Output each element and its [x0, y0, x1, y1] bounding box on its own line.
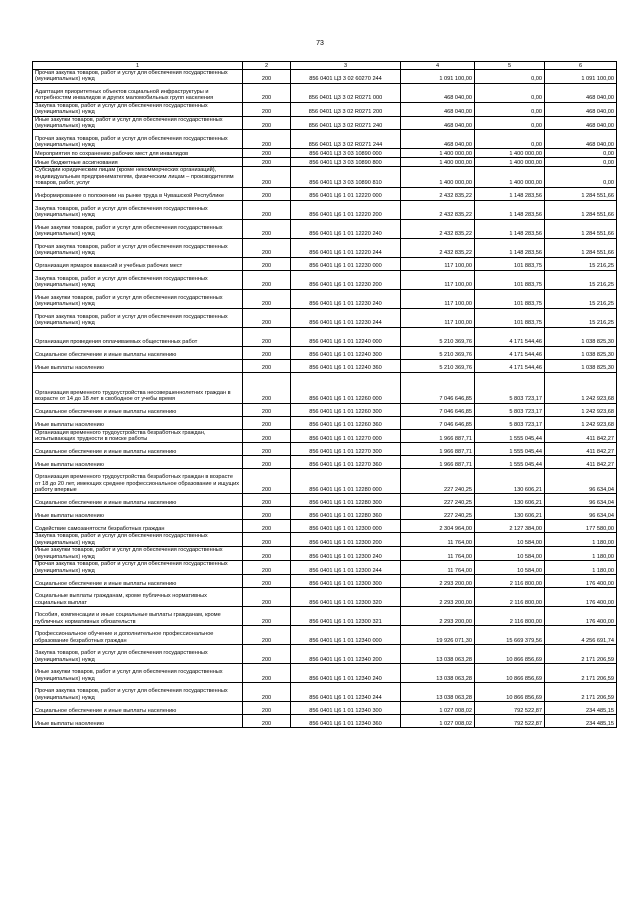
row-name-cell: Адаптация приоритетных объектов социальной инфраструктуры и потребностям инвалидов и других маломобильных групп населения [33, 83, 243, 102]
row-name-cell: Социальное обеспечение и иные выплаты населению [33, 443, 243, 456]
row-col5-cell: 10 584,00 [475, 533, 545, 547]
row-name-cell: Социальное обеспечение и иные выплаты населению [33, 701, 243, 714]
table-row [33, 158, 617, 167]
row-col2-cell: 200 [243, 346, 291, 359]
table-row [33, 257, 617, 270]
table-row [33, 625, 617, 644]
row-col6-cell: 411 842,27 [545, 443, 617, 456]
row-col6-cell: 1 038 825,30 [545, 327, 617, 346]
row-col6-cell: 234 485,15 [545, 714, 617, 727]
row-col6-cell: 4 256 691,74 [545, 625, 617, 644]
row-col4-cell: 13 038 063,28 [401, 682, 475, 701]
row-name-cell: Социальное обеспечение и иные выплаты населению [33, 403, 243, 416]
row-code-cell: 856 0401 Ц6 1 01 12270 300 [291, 443, 401, 456]
row-code-cell: 856 0401 Ц6 1 01 12300 321 [291, 606, 401, 625]
row-code-cell: 856 0401 Ц6 1 01 12280 000 [291, 469, 401, 494]
row-name-cell: Иные бюджетные ассигнования [33, 158, 243, 167]
table-row [33, 682, 617, 701]
table-row [33, 70, 617, 84]
table-row [33, 116, 617, 130]
table-row [33, 587, 617, 606]
row-col2-cell: 200 [243, 520, 291, 533]
row-code-cell: 856 0401 Ц6 1 01 12340 244 [291, 682, 401, 701]
row-col2-cell: 200 [243, 130, 291, 149]
row-code-cell: 856 0401 Ц3 3 03 10890 000 [291, 149, 401, 158]
row-col6-cell: 234 485,15 [545, 701, 617, 714]
row-col4-cell: 19 926 071,30 [401, 625, 475, 644]
row-col2-cell: 200 [243, 158, 291, 167]
row-name-cell: Профессиональное обучение и дополнительное профессиональное образование безработных граждан [33, 625, 243, 644]
table-row [33, 167, 617, 187]
row-col4-cell: 2 432 835,22 [401, 238, 475, 257]
row-col4-cell: 117 100,00 [401, 308, 475, 327]
row-col4-cell: 11 764,00 [401, 533, 475, 547]
row-col4-cell: 117 100,00 [401, 270, 475, 289]
row-col2-cell: 200 [243, 289, 291, 308]
row-code-cell: 856 0401 Ц6 1 01 12340 200 [291, 644, 401, 663]
row-col4-cell: 2 304 964,00 [401, 520, 475, 533]
row-col5-cell: 1 555 045,44 [475, 443, 545, 456]
row-col5-cell: 101 883,75 [475, 289, 545, 308]
row-name-cell: Прочая закупка товаров, работ и услуг для обеспечения государственных (муниципальных) нужд [33, 308, 243, 327]
row-name-cell: Иные выплаты населению [33, 507, 243, 520]
row-name-cell: Иные выплаты населению [33, 416, 243, 429]
column-number-6: 6 [545, 62, 617, 70]
row-col5-cell: 2 116 800,00 [475, 606, 545, 625]
table-row [33, 372, 617, 403]
row-col5-cell: 1 555 045,44 [475, 456, 545, 469]
row-code-cell: 856 0401 Ц6 1 01 12340 300 [291, 701, 401, 714]
row-code-cell: 856 0401 Ц6 1 01 12240 300 [291, 346, 401, 359]
table-row [33, 200, 617, 219]
row-code-cell: 856 0401 Ц6 1 01 12270 000 [291, 429, 401, 443]
column-number-1: 1 [33, 62, 243, 70]
row-name-cell: Организация ярмарок вакансий и учебных рабочих мест [33, 257, 243, 270]
row-name-cell: Иные закупки товаров, работ и услуг для обеспечения государственных (муниципальных) нужд [33, 219, 243, 238]
row-col6-cell: 1 180,00 [545, 547, 617, 561]
row-code-cell: 856 0401 Ц3 3 02 R0271 240 [291, 116, 401, 130]
row-col2-cell: 200 [243, 359, 291, 372]
row-col2-cell: 200 [243, 561, 291, 575]
table-row [33, 270, 617, 289]
row-col4-cell: 1 966 887,71 [401, 456, 475, 469]
row-col4-cell: 2 293 200,00 [401, 574, 475, 587]
row-col4-cell: 468 040,00 [401, 130, 475, 149]
table-row [33, 456, 617, 469]
row-col6-cell: 15 216,25 [545, 270, 617, 289]
row-col6-cell: 1 038 825,30 [545, 359, 617, 372]
row-col5-cell: 0,00 [475, 130, 545, 149]
row-name-cell: Прочая закупка товаров, работ и услуг для обеспечения государственных (муниципальных) нужд [33, 70, 243, 84]
table-row [33, 308, 617, 327]
row-col5-cell: 5 803 723,17 [475, 416, 545, 429]
row-col5-cell: 10 866 856,69 [475, 663, 545, 682]
row-col2-cell: 200 [243, 469, 291, 494]
column-number-row [33, 62, 617, 70]
row-name-cell: Прочая закупка товаров, работ и услуг для обеспечения государственных (муниципальных) нужд [33, 130, 243, 149]
row-code-cell: 856 0401 Ц6 1 01 12280 300 [291, 494, 401, 507]
table-row [33, 574, 617, 587]
row-col6-cell: 1 284 551,66 [545, 187, 617, 200]
row-name-cell: Социальные выплаты гражданам, кроме публичных нормативных социальных выплат [33, 587, 243, 606]
row-col5-cell: 101 883,75 [475, 257, 545, 270]
row-col6-cell: 468 040,00 [545, 102, 617, 116]
row-code-cell: 856 0401 Ц6 1 01 12300 244 [291, 561, 401, 575]
row-col6-cell: 411 842,27 [545, 456, 617, 469]
row-name-cell: Прочая закупка товаров, работ и услуг для обеспечения государственных (муниципальных) нужд [33, 238, 243, 257]
row-col4-cell: 1 966 887,71 [401, 443, 475, 456]
column-number-5: 5 [475, 62, 545, 70]
row-name-cell: Организация временного трудоустройства несовершеннолетних граждан в возрасте от 14 до 18 лет в свободное от учебы время [33, 372, 243, 403]
row-col5-cell: 1 148 283,56 [475, 219, 545, 238]
row-col4-cell: 1 400 000,00 [401, 149, 475, 158]
row-col4-cell: 7 046 646,85 [401, 403, 475, 416]
row-col6-cell: 468 040,00 [545, 83, 617, 102]
row-col2-cell: 200 [243, 663, 291, 682]
row-col5-cell: 1 148 283,56 [475, 200, 545, 219]
row-col5-cell: 10 584,00 [475, 561, 545, 575]
row-col5-cell: 101 883,75 [475, 270, 545, 289]
row-code-cell: 856 0401 Ц3 3 02 R0271 000 [291, 83, 401, 102]
row-col2-cell: 200 [243, 701, 291, 714]
row-name-cell: Прочая закупка товаров, работ и услуг для обеспечения государственных (муниципальных) нужд [33, 682, 243, 701]
row-col5-cell: 130 606,21 [475, 494, 545, 507]
row-col6-cell: 2 171 206,59 [545, 682, 617, 701]
row-col5-cell: 5 803 723,17 [475, 403, 545, 416]
row-name-cell: Прочая закупка товаров, работ и услуг для обеспечения государственных (муниципальных) нужд [33, 561, 243, 575]
row-col2-cell: 200 [243, 494, 291, 507]
row-code-cell: 856 0401 Ц3 3 03 10890 810 [291, 167, 401, 187]
table-row [33, 663, 617, 682]
row-code-cell: 856 0401 Ц6 1 01 12300 320 [291, 587, 401, 606]
row-col6-cell: 96 634,04 [545, 494, 617, 507]
row-col6-cell: 1 038 825,30 [545, 346, 617, 359]
row-name-cell: Закупка товаров, работ и услуг для обеспечения государственных (муниципальных) нужд [33, 644, 243, 663]
table-row [33, 714, 617, 727]
row-col5-cell: 10 584,00 [475, 547, 545, 561]
row-code-cell: 856 0401 Ц3 3 02 60270 244 [291, 70, 401, 84]
column-number-4: 4 [401, 62, 475, 70]
row-code-cell: 856 0401 Ц6 1 01 12220 000 [291, 187, 401, 200]
page-number: 73 [316, 40, 324, 47]
row-col4-cell: 1 027 008,02 [401, 714, 475, 727]
row-name-cell: Иные закупки товаров, работ и услуг для обеспечения государственных (муниципальных) нужд [33, 663, 243, 682]
row-name-cell: Социальное обеспечение и иные выплаты населению [33, 494, 243, 507]
row-name-cell: Закупка товаров, работ и услуг для обеспечения государственных (муниципальных) нужд [33, 200, 243, 219]
row-name-cell: Организация проведения оплачиваемых общественных работ [33, 327, 243, 346]
table-row [33, 606, 617, 625]
row-code-cell: 856 0401 Ц6 1 01 12340 000 [291, 625, 401, 644]
table-row [33, 416, 617, 429]
row-col4-cell: 7 046 646,85 [401, 416, 475, 429]
table-row [33, 494, 617, 507]
row-code-cell: 856 0401 Ц6 1 01 12270 360 [291, 456, 401, 469]
row-col4-cell: 1 966 887,71 [401, 429, 475, 443]
row-col6-cell: 1 180,00 [545, 533, 617, 547]
table-row [33, 346, 617, 359]
table-row [33, 130, 617, 149]
table-row [33, 561, 617, 575]
row-col5-cell: 0,00 [475, 102, 545, 116]
row-code-cell: 856 0401 Ц6 1 01 12300 000 [291, 520, 401, 533]
table-row [33, 187, 617, 200]
row-code-cell: 856 0401 Ц6 1 01 12230 000 [291, 257, 401, 270]
row-col4-cell: 227 240,25 [401, 494, 475, 507]
table-row [33, 149, 617, 158]
budget-table [32, 61, 617, 728]
row-col6-cell: 15 216,25 [545, 257, 617, 270]
row-col5-cell: 4 171 544,46 [475, 359, 545, 372]
table-row [33, 219, 617, 238]
table-row [33, 83, 617, 102]
row-col4-cell: 7 046 646,85 [401, 372, 475, 403]
table-row [33, 238, 617, 257]
row-col4-cell: 2 293 200,00 [401, 606, 475, 625]
row-code-cell: 856 0401 Ц6 1 01 12260 300 [291, 403, 401, 416]
row-col4-cell: 468 040,00 [401, 116, 475, 130]
row-col5-cell: 5 803 723,17 [475, 372, 545, 403]
row-col2-cell: 200 [243, 587, 291, 606]
row-col2-cell: 200 [243, 507, 291, 520]
row-col2-cell: 200 [243, 327, 291, 346]
table-row [33, 469, 617, 494]
row-col5-cell: 792 522,87 [475, 714, 545, 727]
row-col2-cell: 200 [243, 257, 291, 270]
row-code-cell: 856 0401 Ц6 1 01 12280 360 [291, 507, 401, 520]
row-col2-cell: 200 [243, 625, 291, 644]
row-col4-cell: 1 400 000,00 [401, 167, 475, 187]
table-row [33, 429, 617, 443]
row-name-cell: Иные выплаты населению [33, 714, 243, 727]
row-code-cell: 856 0401 Ц6 1 01 12340 240 [291, 663, 401, 682]
row-code-cell: 856 0401 Ц6 1 01 12240 360 [291, 359, 401, 372]
row-col4-cell: 1 400 000,00 [401, 158, 475, 167]
row-col2-cell: 200 [243, 219, 291, 238]
row-col6-cell: 0,00 [545, 149, 617, 158]
row-col4-cell: 13 038 063,28 [401, 663, 475, 682]
column-number-3: 3 [291, 62, 401, 70]
row-col2-cell: 200 [243, 443, 291, 456]
row-code-cell: 856 0401 Ц6 1 01 12230 200 [291, 270, 401, 289]
row-col6-cell: 1 091 100,00 [545, 70, 617, 84]
row-col5-cell: 10 866 856,69 [475, 682, 545, 701]
row-col6-cell: 15 216,25 [545, 289, 617, 308]
row-col5-cell: 792 522,87 [475, 701, 545, 714]
row-col5-cell: 0,00 [475, 83, 545, 102]
row-col5-cell: 1 400 000,00 [475, 158, 545, 167]
row-col6-cell: 96 634,04 [545, 507, 617, 520]
row-col5-cell: 4 171 544,46 [475, 327, 545, 346]
row-name-cell: Иные выплаты населению [33, 456, 243, 469]
row-col6-cell: 468 040,00 [545, 116, 617, 130]
row-name-cell: Иные выплаты населению [33, 359, 243, 372]
row-code-cell: 856 0401 Ц6 1 01 12260 360 [291, 416, 401, 429]
row-col6-cell: 176 400,00 [545, 574, 617, 587]
row-name-cell: Субсидии юридическим лицам (кроме некоммерческих организаций), индивидуальным предпринимателям, физическим лицам – производителям товаров, работ, услуг [33, 167, 243, 187]
row-col6-cell: 2 171 206,59 [545, 644, 617, 663]
row-col5-cell: 2 116 800,00 [475, 574, 545, 587]
row-col4-cell: 11 764,00 [401, 561, 475, 575]
table-row [33, 533, 617, 547]
row-code-cell: 856 0401 Ц6 1 01 12240 000 [291, 327, 401, 346]
row-col5-cell: 4 171 544,46 [475, 346, 545, 359]
row-code-cell: 856 0401 Ц6 1 01 12230 240 [291, 289, 401, 308]
row-col5-cell: 130 606,21 [475, 507, 545, 520]
table-row [33, 547, 617, 561]
row-col6-cell: 468 040,00 [545, 130, 617, 149]
column-number-2: 2 [243, 62, 291, 70]
row-col4-cell: 2 432 835,22 [401, 187, 475, 200]
row-col2-cell: 200 [243, 547, 291, 561]
row-col6-cell: 1 284 551,66 [545, 200, 617, 219]
row-col4-cell: 227 240,25 [401, 469, 475, 494]
row-col6-cell: 1 242 923,68 [545, 403, 617, 416]
row-col2-cell: 200 [243, 83, 291, 102]
row-code-cell: 856 0401 Ц6 1 01 12300 240 [291, 547, 401, 561]
row-code-cell: 856 0401 Ц6 1 01 12230 244 [291, 308, 401, 327]
row-name-cell: Мероприятия по сохранению рабочих мест для инвалидов [33, 149, 243, 158]
row-col2-cell: 200 [243, 403, 291, 416]
table-row [33, 520, 617, 533]
row-name-cell: Пособия, компенсации и иные социальные выплаты гражданам, кроме публичных нормативных обязательств [33, 606, 243, 625]
row-col6-cell: 0,00 [545, 158, 617, 167]
row-col6-cell: 0,00 [545, 167, 617, 187]
row-col2-cell: 200 [243, 149, 291, 158]
row-col4-cell: 117 100,00 [401, 257, 475, 270]
row-col4-cell: 468 040,00 [401, 102, 475, 116]
row-col2-cell: 200 [243, 456, 291, 469]
row-name-cell: Содействие самозанятости безработных граждан [33, 520, 243, 533]
row-col2-cell: 200 [243, 533, 291, 547]
row-col2-cell: 200 [243, 270, 291, 289]
row-col5-cell: 2 127 384,00 [475, 520, 545, 533]
table-row [33, 102, 617, 116]
row-col2-cell: 200 [243, 574, 291, 587]
row-name-cell: Закупка товаров, работ и услуг для обеспечения государственных (муниципальных) нужд [33, 533, 243, 547]
row-col4-cell: 5 210 369,76 [401, 359, 475, 372]
row-col6-cell: 1 242 923,68 [545, 372, 617, 403]
row-col4-cell: 117 100,00 [401, 289, 475, 308]
row-code-cell: 856 0401 Ц3 3 02 R0271 200 [291, 102, 401, 116]
row-col4-cell: 5 210 369,76 [401, 346, 475, 359]
row-col2-cell: 200 [243, 372, 291, 403]
row-col2-cell: 200 [243, 644, 291, 663]
row-code-cell: 856 0401 Ц3 3 03 10890 800 [291, 158, 401, 167]
row-code-cell: 856 0401 Ц6 1 01 12220 240 [291, 219, 401, 238]
row-col5-cell: 2 116 800,00 [475, 587, 545, 606]
row-col2-cell: 200 [243, 606, 291, 625]
table-row [33, 327, 617, 346]
row-col6-cell: 1 180,00 [545, 561, 617, 575]
row-name-cell: Закупка товаров, работ и услуг для обеспечения государственных (муниципальных) нужд [33, 102, 243, 116]
row-col4-cell: 2 432 835,22 [401, 219, 475, 238]
row-col4-cell: 11 764,00 [401, 547, 475, 561]
row-col2-cell: 200 [243, 714, 291, 727]
row-name-cell: Иные закупки товаров, работ и услуг для обеспечения государственных (муниципальных) нужд [33, 289, 243, 308]
row-col2-cell: 200 [243, 116, 291, 130]
row-col5-cell: 1 400 000,00 [475, 167, 545, 187]
row-col2-cell: 200 [243, 238, 291, 257]
row-code-cell: 856 0401 Ц6 1 01 12260 000 [291, 372, 401, 403]
table-row [33, 359, 617, 372]
row-code-cell: 856 0401 Ц6 1 01 12220 244 [291, 238, 401, 257]
row-col2-cell: 200 [243, 416, 291, 429]
row-col2-cell: 200 [243, 102, 291, 116]
row-col5-cell: 1 400 000,00 [475, 149, 545, 158]
row-code-cell: 856 0401 Ц6 1 01 12300 200 [291, 533, 401, 547]
table-row [33, 403, 617, 416]
row-col4-cell: 1 091 100,00 [401, 70, 475, 84]
row-col5-cell: 130 606,21 [475, 469, 545, 494]
row-col4-cell: 468 040,00 [401, 83, 475, 102]
table-row [33, 507, 617, 520]
row-name-cell: Организация временного трудоустройства безработных граждан, испытывающих трудности в поиске работы [33, 429, 243, 443]
row-col4-cell: 5 210 369,76 [401, 327, 475, 346]
row-col2-cell: 200 [243, 682, 291, 701]
row-col2-cell: 200 [243, 167, 291, 187]
row-code-cell: 856 0401 Ц6 1 01 12220 200 [291, 200, 401, 219]
row-col5-cell: 1 555 045,44 [475, 429, 545, 443]
row-col6-cell: 1 284 551,66 [545, 219, 617, 238]
row-col4-cell: 2 293 200,00 [401, 587, 475, 606]
row-col4-cell: 2 432 835,22 [401, 200, 475, 219]
row-col4-cell: 13 038 063,28 [401, 644, 475, 663]
row-col5-cell: 15 669 379,56 [475, 625, 545, 644]
row-name-cell: Закупка товаров, работ и услуг для обеспечения государственных (муниципальных) нужд [33, 270, 243, 289]
row-name-cell: Организация временного трудоустройства безработных граждан в возрасте от 18 до 20 лет, имеющих среднее профессиональное образование и ищущих работу впервые [33, 469, 243, 494]
row-col4-cell: 1 027 008,02 [401, 701, 475, 714]
row-col2-cell: 200 [243, 70, 291, 84]
row-col5-cell: 0,00 [475, 70, 545, 84]
row-col5-cell: 1 148 283,56 [475, 238, 545, 257]
row-col5-cell: 10 866 856,69 [475, 644, 545, 663]
row-col6-cell: 176 400,00 [545, 587, 617, 606]
row-col2-cell: 200 [243, 308, 291, 327]
row-code-cell: 856 0401 Ц3 3 02 R0271 244 [291, 130, 401, 149]
row-col2-cell: 200 [243, 200, 291, 219]
row-col6-cell: 411 842,27 [545, 429, 617, 443]
row-col6-cell: 15 216,25 [545, 308, 617, 327]
row-col6-cell: 1 242 923,68 [545, 416, 617, 429]
row-code-cell: 856 0401 Ц6 1 01 12340 360 [291, 714, 401, 727]
table-row [33, 443, 617, 456]
row-col5-cell: 0,00 [475, 116, 545, 130]
row-col6-cell: 176 400,00 [545, 606, 617, 625]
row-name-cell: Иные закупки товаров, работ и услуг для обеспечения государственных (муниципальных) нужд [33, 116, 243, 130]
row-col6-cell: 1 284 551,66 [545, 238, 617, 257]
table-row [33, 644, 617, 663]
row-name-cell: Социальное обеспечение и иные выплаты населению [33, 574, 243, 587]
row-name-cell: Иные закупки товаров, работ и услуг для обеспечения государственных (муниципальных) нужд [33, 547, 243, 561]
table-row [33, 701, 617, 714]
row-col6-cell: 2 171 206,59 [545, 663, 617, 682]
row-name-cell: Социальное обеспечение и иные выплаты населению [33, 346, 243, 359]
row-code-cell: 856 0401 Ц6 1 01 12300 300 [291, 574, 401, 587]
row-col6-cell: 177 580,00 [545, 520, 617, 533]
row-name-cell: Информирование о положении на рынке труда в Чувашской Республике [33, 187, 243, 200]
row-col6-cell: 96 634,04 [545, 469, 617, 494]
row-col5-cell: 101 883,75 [475, 308, 545, 327]
row-col2-cell: 200 [243, 187, 291, 200]
row-col5-cell: 1 148 283,56 [475, 187, 545, 200]
table-row [33, 289, 617, 308]
row-col2-cell: 200 [243, 429, 291, 443]
row-col4-cell: 227 240,25 [401, 507, 475, 520]
